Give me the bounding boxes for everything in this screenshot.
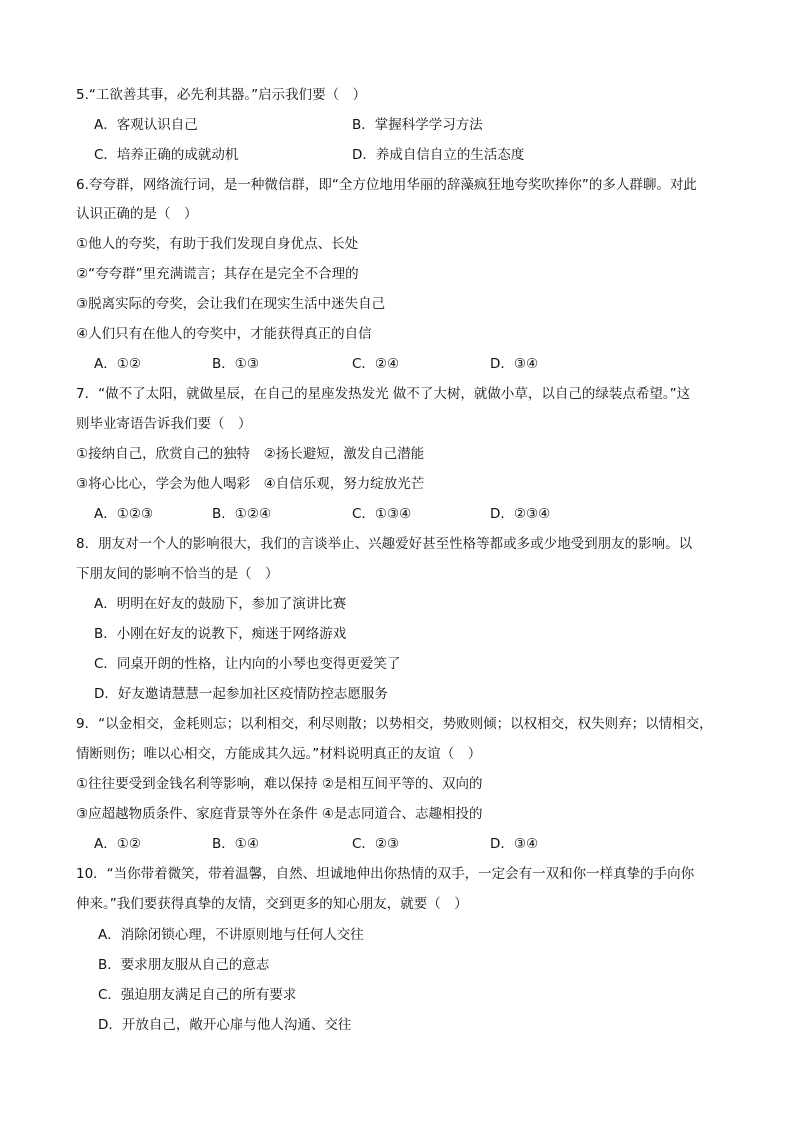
question-6-item-1: ①他人的夸奖，有助于我们发现自身优点、长处 [76, 236, 359, 252]
question-8-option-b: B．小刚在好友的说教下，痴迷于网络游戏 [94, 626, 347, 642]
question-9-items-2: ③应超越物质条件、家庭背景等外在条件 ④是志同道合、志趣相投的 [76, 806, 483, 822]
question-10-stem-line-2: 伸来。”我们要获得真挚的友情，交到更多的知心朋友，就要（ ） [76, 896, 468, 912]
question-7-option-a: A．①②③ [94, 506, 154, 522]
question-6-item-2: ②“夸夸群”里充满谎言；其存在是完全不合理的 [76, 266, 359, 282]
question-10-option-b: B．要求朋友服从自己的意志 [98, 957, 270, 973]
question-7-stem-line-1: 7．“做不了太阳，就做星辰，在自己的星座发热发光 做不了大树，就做小草，以自己的绿装点希望。”这 [76, 386, 691, 402]
question-6-option-c: C．②④ [352, 356, 400, 372]
question-7-stem-line-2: 则毕业寄语告诉我们要（ ） [76, 416, 252, 432]
question-10-stem-line-1: 10．“当你带着微笑，带着温馨，自然、坦诚地伸出你热情的双手，一定会有一双和你一样真挚的手向你 [76, 866, 695, 882]
question-7-option-d: D．②③④ [490, 506, 551, 522]
question-8-option-a: A．明明在好友的鼓励下，参加了演讲比赛 [94, 596, 347, 612]
question-6-option-d: D．③④ [490, 356, 539, 372]
question-9-stem-line-2: 情断则伤；唯以心相交，方能成其久远。”材料说明真正的友谊（ ） [76, 746, 482, 762]
question-5-option-b: B．掌握科学学习方法 [352, 117, 483, 133]
question-6-item-3: ③脱离实际的夸奖，会让我们在现实生活中迷失自己 [76, 296, 386, 312]
question-10-option-a: A．消除闭锁心理，不讲原则地与任何人交往 [98, 927, 364, 943]
question-7-option-b: B．①②④ [212, 506, 272, 522]
question-6-stem-line-1: 6.夸夸群，网络流行词，是一种微信群，即“全方位地用华丽的辞藻疯狂地夸奖吹捧你”的多人群聊。对此 [76, 177, 697, 193]
question-6-option-a: A．①② [94, 356, 141, 372]
question-8-stem-line-1: 8．朋友对一个人的影响很大，我们的言谈举止、兴趣爱好甚至性格等都或多或少地受到朋友的影响。以 [76, 536, 693, 552]
question-10-option-c: C．强迫朋友满足自己的所有要求 [98, 987, 297, 1003]
question-9-items-1: ①往往要受到金钱名利等影响，难以保持 ②是相互间平等的、双向的 [76, 776, 483, 792]
question-9-stem-line-1: 9．“以金相交，金耗则忘；以利相交，利尽则散；以势相交，势败则倾；以权相交，权失则弃；以情相交， [76, 716, 713, 732]
question-5-stem: 5.“工欲善其事，必先利其器。”启示我们要（ ） [76, 87, 367, 103]
question-9-option-d: D．③④ [490, 836, 539, 852]
question-6-stem-line-2: 认识正确的是（ ） [76, 206, 198, 222]
question-8-option-d: D．好友邀请慧慧一起参加社区疫情防控志愿服务 [94, 686, 388, 702]
question-7-items-2: ③将心比心，学会为他人喝彩 ④自信乐观，努力绽放光芒 [76, 476, 425, 492]
question-5-option-c: C．培养正确的成就动机 [94, 147, 239, 163]
question-6-option-b: B．①③ [212, 356, 259, 372]
question-8-option-c: C．同桌开朗的性格，让内向的小琴也变得更爱笑了 [94, 656, 401, 672]
question-5-option-a: A．客观认识自己 [94, 117, 198, 133]
question-7-option-c: C．①③④ [352, 506, 412, 522]
question-7-items-1: ①接纳自己，欣赏自己的独特 ②扬长避短，激发自己潜能 [76, 446, 425, 462]
question-6-item-4: ④人们只有在他人的夸奖中，才能获得真正的自信 [76, 326, 372, 342]
question-8-stem-line-2: 下朋友间的影响不恰当的是（ ） [76, 566, 279, 582]
question-9-option-b: B．①④ [212, 836, 259, 852]
question-9-option-c: C．②③ [352, 836, 400, 852]
question-9-option-a: A．①② [94, 836, 141, 852]
question-5-option-d: D．养成自信自立的生活态度 [352, 147, 525, 163]
question-10-option-d: D．开放自己，敞开心扉与他人沟通、交往 [98, 1017, 352, 1033]
